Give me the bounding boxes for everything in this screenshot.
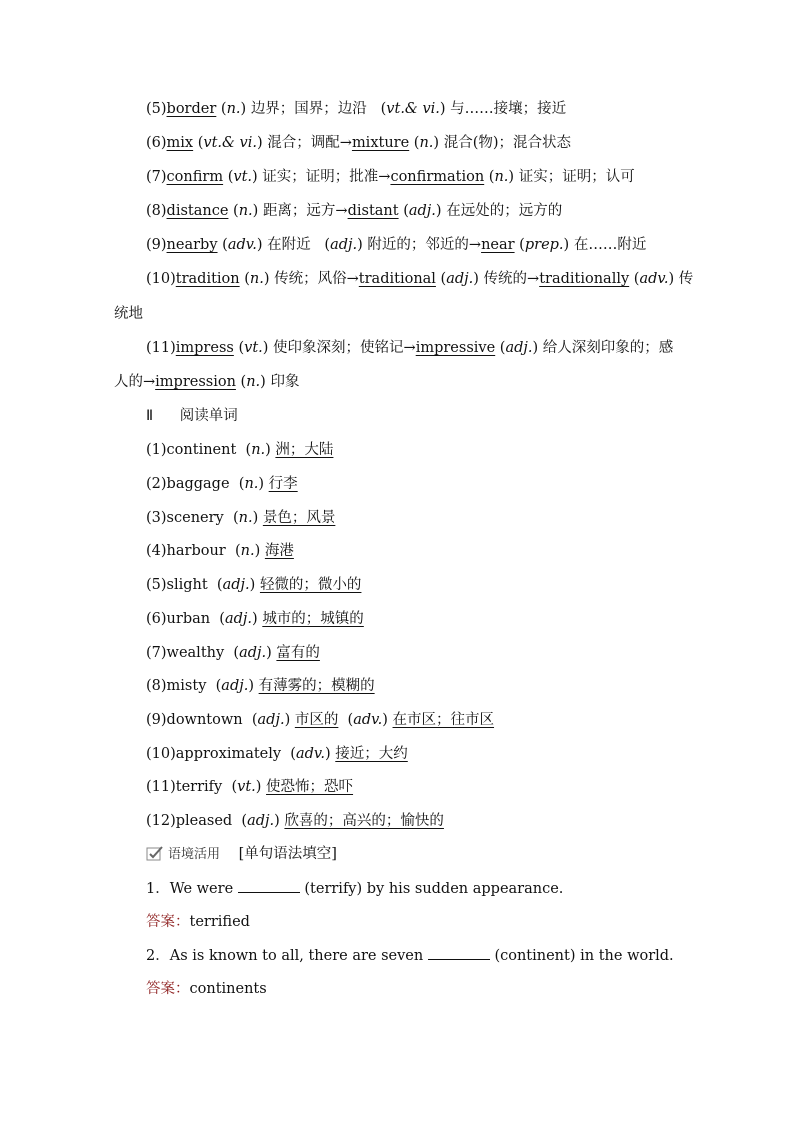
exercise-header — [146, 844, 337, 865]
reading-word-9: (9)downtown (adj.) 市区的 (adv.) 在市区；往市区 — [146, 712, 495, 728]
exercise-icon-label: 语境活用 — [168, 847, 221, 862]
vocab-item-11-continued: 人的→impression (n.) 印象 — [114, 374, 300, 390]
reading-word-4: (4)harbour (n.) 海港 — [146, 543, 294, 559]
reading-word-8: (8)misty (adj.) 有薄雾的；模糊的 — [146, 678, 375, 694]
vocab-item-11: (11)impress (vt.) 使印象深刻；使铭记→impressive (adj.) 给人深刻印象的；感 — [146, 340, 674, 356]
reading-word-1: (1)continent (n.) 洲；大陆 — [146, 442, 334, 458]
vocab-item-10-continued: 统地 — [114, 306, 143, 322]
checkmark-icon — [146, 846, 164, 862]
section-numeral: Ⅱ — [146, 408, 154, 424]
vocab-item-7: (7)confirm (vt.) 证实；证明；批准→confirmation (n.) 证实；证明；认可 — [146, 169, 635, 185]
vocab-item-9: (9)nearby (adv.) 在附近 (adj.) 附近的；邻近的→near (prep.) 在……附近 — [146, 237, 647, 253]
vocab-item-5: (5)border (n.) 边界；国界；边沿 (vt.& vi.) 与……接壤；接近 — [146, 101, 567, 117]
reading-word-7: (7)wealthy (adj.) 富有的 — [146, 645, 320, 661]
reading-word-6: (6)urban (adj.) 城市的；城镇的 — [146, 611, 364, 627]
section-heading — [146, 406, 238, 426]
question-2: 2．As is known to all, there are seven (continent) in the world. — [146, 945, 674, 966]
reading-word-10: (10)approximately (adv.) 接近；大约 — [146, 746, 408, 762]
reading-word-5: (5)slight (adj.) 轻微的；微小的 — [146, 577, 362, 593]
reading-word-12: (12)pleased (adj.) 欣喜的；高兴的；愉快的 — [146, 813, 444, 829]
vocab-item-8: (8)distance (n.) 距离；远方→distant (adj.) 在远处的；远方的 — [146, 203, 563, 219]
reading-word-3: (3)scenery (n.) 景色；风景 — [146, 510, 336, 526]
answer-blank — [428, 945, 490, 960]
vocab-item-10: (10)tradition (n.) 传统；风俗→traditional (adj.) 传统的→traditionally (adv.) 传 — [146, 271, 694, 287]
answer-1: 答案：terrified — [146, 914, 250, 930]
exercise-title: [单句语法填空] — [238, 846, 337, 862]
vocab-item-6: (6)mix (vt.& vi.) 混合；调配→mixture (n.) 混合(物)；混合状态 — [146, 135, 572, 151]
reading-word-11: (11)terrify (vt.) 使恐怖；恐吓 — [146, 779, 354, 795]
question-1: 1．We were (terrify) by his sudden appearance. — [146, 878, 563, 899]
answer-2: 答案：continents — [146, 981, 267, 997]
answer-blank — [238, 878, 300, 893]
reading-word-2: (2)baggage (n.) 行李 — [146, 476, 298, 492]
section-title: 阅读单词 — [179, 408, 238, 424]
